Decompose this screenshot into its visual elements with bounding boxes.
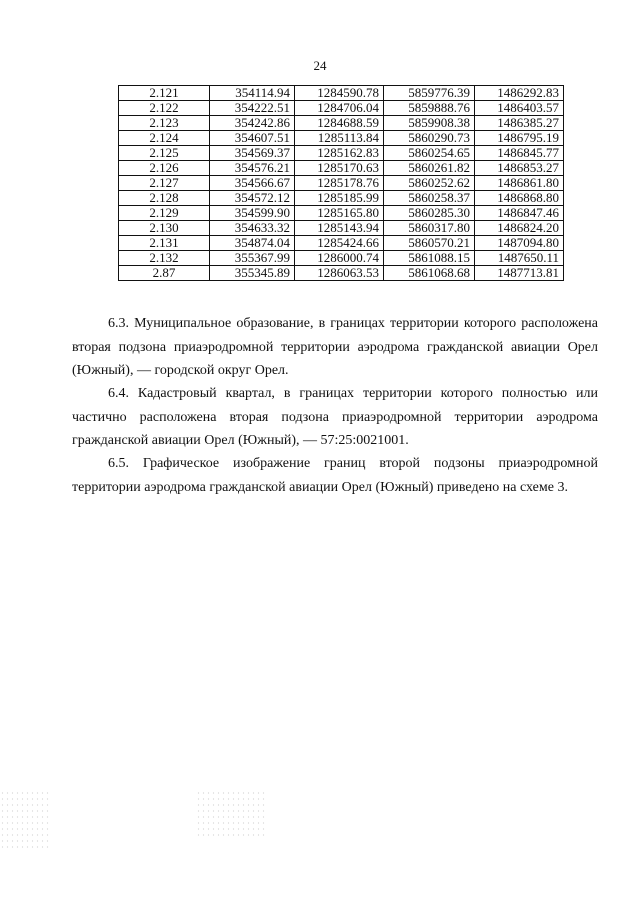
coordinate-cell: 1487650.11 bbox=[475, 251, 564, 266]
paragraph-6-3: 6.3. Муниципальное образование, в границах территории которого расположена вторая подзона приаэродромной территории аэродрома гражданской авиации Орел (Южный), — городской округ Орел. bbox=[72, 316, 598, 378]
table-row bbox=[119, 221, 564, 236]
table-row bbox=[119, 116, 564, 131]
table-row bbox=[119, 86, 564, 101]
coordinate-cell: 1285170.63 bbox=[295, 161, 384, 176]
coordinate-cell: 1285178.76 bbox=[295, 176, 384, 191]
scan-noise bbox=[196, 790, 266, 840]
coordinate-cell: 5859908.38 bbox=[384, 116, 475, 131]
point-number-cell: 2.127 bbox=[119, 176, 210, 191]
point-number-cell: 2.121 bbox=[119, 86, 210, 101]
table-row bbox=[119, 176, 564, 191]
coordinate-cell: 1285165.80 bbox=[295, 206, 384, 221]
point-number-cell: 2.130 bbox=[119, 221, 210, 236]
coordinate-cell: 1487713.81 bbox=[475, 266, 564, 281]
coordinate-cell: 354633.32 bbox=[210, 221, 295, 236]
point-number-cell: 2.122 bbox=[119, 101, 210, 116]
coordinate-cell: 1486403.57 bbox=[475, 101, 564, 116]
coordinate-cell: 354566.67 bbox=[210, 176, 295, 191]
coordinate-cell: 354599.90 bbox=[210, 206, 295, 221]
page-number: 24 bbox=[313, 58, 327, 73]
coordinate-cell: 354576.21 bbox=[210, 161, 295, 176]
coordinate-cell: 1285113.84 bbox=[295, 131, 384, 146]
coordinate-cell: 1286000.74 bbox=[295, 251, 384, 266]
coordinate-cell: 1486795.19 bbox=[475, 131, 564, 146]
point-number-cell: 2.87 bbox=[119, 266, 210, 281]
coordinate-cell: 354874.04 bbox=[210, 236, 295, 251]
point-number-cell: 2.125 bbox=[119, 146, 210, 161]
paragraph-6-5: 6.5. Графическое изображение границ второй подзоны приаэродромной территории аэродрома гражданской авиации Орел (Южный) приведено на схеме 3. bbox=[72, 456, 598, 495]
coordinate-cell: 5860317.80 bbox=[384, 221, 475, 236]
table-row bbox=[119, 206, 564, 221]
coordinate-cell: 5860252.62 bbox=[384, 176, 475, 191]
coordinate-cell: 1284688.59 bbox=[295, 116, 384, 131]
table-row bbox=[119, 251, 564, 266]
coordinate-cell: 5859776.39 bbox=[384, 86, 475, 101]
table-row bbox=[119, 266, 564, 281]
coordinate-cell: 5861068.68 bbox=[384, 266, 475, 281]
point-number-cell: 2.132 bbox=[119, 251, 210, 266]
coordinate-cell: 355345.89 bbox=[210, 266, 295, 281]
point-number-cell: 2.131 bbox=[119, 236, 210, 251]
coordinate-cell: 1486845.77 bbox=[475, 146, 564, 161]
coordinate-cell: 1285143.94 bbox=[295, 221, 384, 236]
coordinate-cell: 1486861.80 bbox=[475, 176, 564, 191]
coordinate-cell: 5861088.15 bbox=[384, 251, 475, 266]
coordinate-cell: 1285162.83 bbox=[295, 146, 384, 161]
paragraph-6-4: 6.4. Кадастровый квартал, в границах территории которого полностью или частично расположена вторая подзона приаэродромной территории аэродрома гражданской авиации Орел (Южный), — 57:25:0021001. bbox=[72, 386, 598, 448]
coordinate-cell: 1284590.78 bbox=[295, 86, 384, 101]
coordinate-cell: 354572.12 bbox=[210, 191, 295, 206]
coordinate-cell: 1486824.20 bbox=[475, 221, 564, 236]
coordinate-cell: 354222.51 bbox=[210, 101, 295, 116]
coordinate-cell: 5860261.82 bbox=[384, 161, 475, 176]
coordinate-cell: 5860570.21 bbox=[384, 236, 475, 251]
coordinate-cell: 1284706.04 bbox=[295, 101, 384, 116]
coordinates-table-body bbox=[119, 86, 564, 281]
coordinate-cell: 5860285.30 bbox=[384, 206, 475, 221]
coordinate-cell: 1486847.46 bbox=[475, 206, 564, 221]
coordinate-cell: 5860254.65 bbox=[384, 146, 475, 161]
coordinate-cell: 1286063.53 bbox=[295, 266, 384, 281]
coordinate-cell: 1486292.83 bbox=[475, 86, 564, 101]
table-row bbox=[119, 236, 564, 251]
coordinate-cell: 5860290.73 bbox=[384, 131, 475, 146]
table-row bbox=[119, 101, 564, 116]
coordinate-cell: 5860258.37 bbox=[384, 191, 475, 206]
table-row bbox=[119, 161, 564, 176]
coordinate-cell: 354569.37 bbox=[210, 146, 295, 161]
point-number-cell: 2.124 bbox=[119, 131, 210, 146]
point-number-cell: 2.123 bbox=[119, 116, 210, 131]
table-row bbox=[119, 131, 564, 146]
point-number-cell: 2.128 bbox=[119, 191, 210, 206]
coordinate-cell: 354607.51 bbox=[210, 131, 295, 146]
coordinate-cell: 1285185.99 bbox=[295, 191, 384, 206]
point-number-cell: 2.129 bbox=[119, 206, 210, 221]
coordinate-cell: 1486853.27 bbox=[475, 161, 564, 176]
scan-noise bbox=[0, 790, 50, 850]
coordinate-cell: 1486868.80 bbox=[475, 191, 564, 206]
coordinate-cell: 5859888.76 bbox=[384, 101, 475, 116]
table-row bbox=[119, 146, 564, 161]
coordinate-cell: 354114.94 bbox=[210, 86, 295, 101]
coordinate-cell: 354242.86 bbox=[210, 116, 295, 131]
coordinate-cell: 355367.99 bbox=[210, 251, 295, 266]
coordinate-cell: 1486385.27 bbox=[475, 116, 564, 131]
coordinate-cell: 1487094.80 bbox=[475, 236, 564, 251]
coordinates-table bbox=[118, 85, 564, 281]
table-row bbox=[119, 191, 564, 206]
point-number-cell: 2.126 bbox=[119, 161, 210, 176]
coordinate-cell: 1285424.66 bbox=[295, 236, 384, 251]
